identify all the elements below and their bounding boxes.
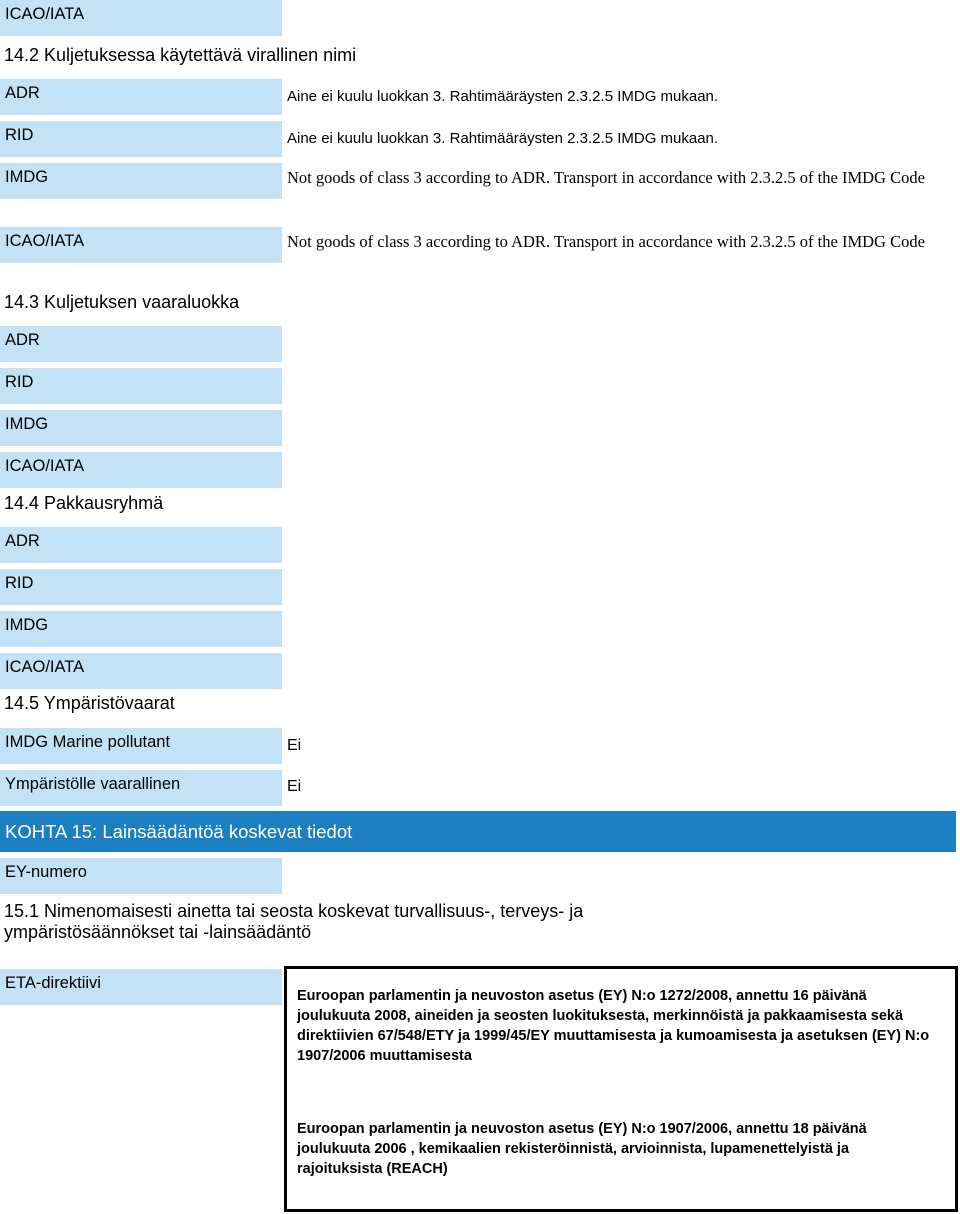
imdg-shipping-name: Not goods of class 3 according to ADR. Transport in accordance with 2.3.2.5 of the IMDG Code (287, 168, 925, 187)
rid-label: RID (0, 121, 282, 157)
imdg-label: IMDG (0, 163, 282, 199)
rid-label: RID (0, 569, 282, 605)
adr-label: ADR (0, 79, 282, 115)
rid-label: RID (0, 368, 282, 404)
adr-label: ADR (0, 527, 282, 563)
environmental-hazard-value: Ei (287, 778, 302, 795)
section-14-4-heading: 14.4 Pakkausryhmä (4, 493, 164, 513)
icao-iata-label: ICAO/IATA (0, 653, 282, 689)
eta-directive-label: ETA-direktiivi (0, 969, 282, 1005)
section-15-banner: KOHTA 15: Lainsäädäntöä koskevat tiedot (0, 811, 956, 852)
icao-iata-label: ICAO/IATA (0, 0, 282, 36)
marine-pollutant-value: Ei (287, 737, 302, 754)
marine-pollutant-label: IMDG Marine pollutant (0, 728, 282, 764)
section-14-3-heading: 14.3 Kuljetuksen vaaraluokka (4, 292, 240, 312)
imdg-label: IMDG (0, 611, 282, 647)
environmental-hazard-label: Ympäristölle vaarallinen (0, 770, 282, 806)
regulation-clp-text: Euroopan parlamentin ja neuvoston asetus (EY) N:o 1272/2008, annettu 16 päivänä joulukuuta 2008, aineiden ja seosten luokituksesta, merkinnöistä ja pakkaamisesta sekä direktiivien 67/548/ETY ja 1999/45/EY muuttamisesta ja kumoamisesta ja asetuksen (EY) N:o 1907/2006 muuttamisesta (297, 988, 930, 1064)
regulation-box (284, 966, 958, 1212)
icao-iata-shipping-name: Not goods of class 3 according to ADR. Transport in accordance with 2.3.2.5 of the IMDG Code (287, 232, 925, 251)
section-14-2-heading: 14.2 Kuljetuksessa käytettävä virallinen nimi (4, 45, 357, 65)
rid-shipping-name: Aine ei kuulu luokkan 3. Rahtimääräysten 2.3.2.5 IMDG mukaan. (287, 130, 719, 147)
imdg-label: IMDG (0, 410, 282, 446)
icao-iata-label: ICAO/IATA (0, 452, 282, 488)
section-15-1-heading: 15.1 Nimenomaisesti ainetta tai seosta koskevat turvallisuus-, terveys- ja ympäristösäännökset tai -lainsäädäntö (4, 901, 584, 942)
ey-number-label: EY-numero (0, 858, 282, 894)
icao-iata-label: ICAO/IATA (0, 227, 282, 263)
regulation-reach-text: Euroopan parlamentin ja neuvoston asetus (EY) N:o 1907/2006, annettu 18 päivänä joulukuuta 2006 , kemikaalien rekisteröinnistä, arvioinnista, lupamenettelyistä ja rajoituksista (REACH) (297, 1121, 867, 1177)
section-14-5-heading: 14.5 Ympäristövaarat (4, 693, 175, 713)
adr-label: ADR (0, 326, 282, 362)
adr-shipping-name: Aine ei kuulu luokkan 3. Rahtimääräysten 2.3.2.5 IMDG mukaan. (287, 88, 719, 105)
